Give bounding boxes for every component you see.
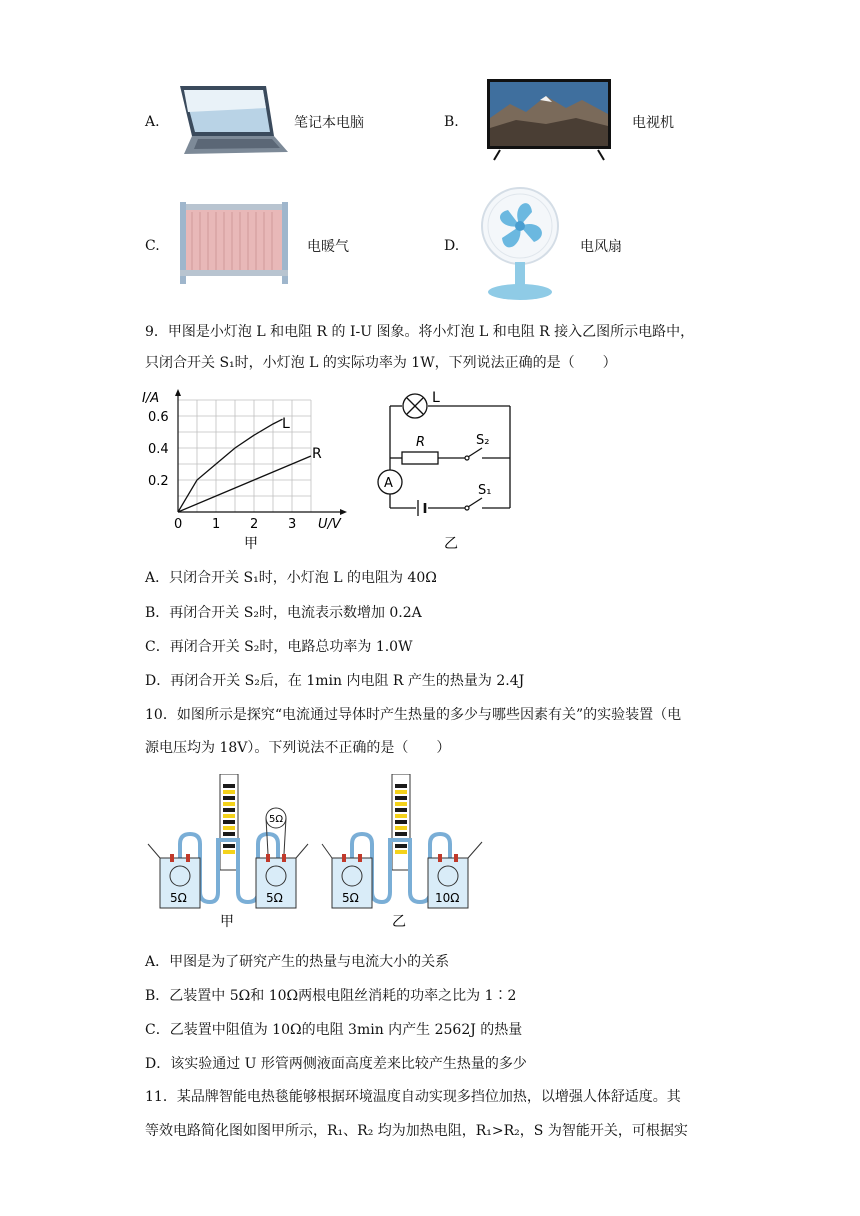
option-d-name: 电风扇 bbox=[580, 239, 622, 255]
resistor-symbol bbox=[402, 452, 438, 464]
y-axis-arrow bbox=[175, 389, 181, 396]
option-b-letter: B. bbox=[444, 114, 459, 130]
x-tick-labels bbox=[174, 517, 296, 532]
curve-R-label: R bbox=[312, 446, 322, 462]
jia-extra-resistor-label: 5Ω bbox=[269, 814, 284, 825]
q10-option-c: C．乙装置中阻值为 10Ω的电阻 3min 内产生 2562J 的热量 bbox=[145, 1022, 523, 1038]
fan-icon bbox=[480, 186, 560, 302]
jia-left-resistor-label: 5Ω bbox=[170, 891, 187, 905]
lamp-label: L bbox=[432, 390, 440, 406]
q9-option-d: D．再闭合开关 S₂后，在 1min 内电阻 R 产生的热量为 2.4J bbox=[145, 673, 525, 689]
q11-stem-line1: 11．某品牌智能电热毯能够根据环境温度自动实现多挡位加热，以增强人体舒适度。其 bbox=[145, 1089, 681, 1105]
laptop-icon bbox=[174, 82, 290, 160]
circuit-caption: 乙 bbox=[444, 536, 458, 552]
y-tick-label: 0.6 bbox=[148, 410, 169, 425]
x-axis-label: U/V bbox=[318, 517, 341, 532]
option-c-name: 电暖气 bbox=[307, 239, 349, 255]
q10-stem-line2: 源电压均为 18V）。下列说法不正确的是（ ） bbox=[145, 740, 451, 756]
apparatus-jia bbox=[148, 774, 308, 930]
iu-grid bbox=[178, 400, 311, 512]
q10-stem-line1: 10．如图所示是探究“电流通过导体时产生热量的多少与哪些因素有关”的实验装置（电 bbox=[145, 707, 682, 723]
x-tick-label: 1 bbox=[212, 517, 221, 532]
graph-caption: 甲 bbox=[244, 536, 258, 552]
tv-icon bbox=[486, 78, 612, 162]
battery-symbol bbox=[418, 500, 425, 516]
y-tick-label: 0.4 bbox=[148, 442, 169, 457]
yi-left-resistor-label: 5Ω bbox=[342, 891, 359, 905]
switch-s2-symbol bbox=[465, 448, 482, 460]
x-axis-arrow bbox=[340, 509, 347, 515]
option-c-letter: C. bbox=[145, 238, 160, 254]
jia-right-resistor-label: 5Ω bbox=[266, 891, 283, 905]
q10-option-b: B．乙装置中 5Ω和 10Ω两根电阻丝消耗的功率之比为 1∶2 bbox=[145, 988, 517, 1004]
apparatus-yi bbox=[322, 774, 482, 930]
q11-stem-line2: 等效电路简化图如图甲所示，R₁、R₂ 均为加热电阻，R₁>R₂，S 为智能开关，可根据实 bbox=[145, 1123, 688, 1139]
resistor-label: R bbox=[416, 435, 426, 450]
q9-stem-line2: 只闭合开关 S₁时，小灯泡 L 的实际功率为 1W，下列说法正确的是（ ） bbox=[145, 355, 617, 371]
heating-experiment-figure bbox=[146, 774, 496, 934]
curve-L-label: L bbox=[282, 416, 290, 432]
iu-graph bbox=[140, 382, 360, 554]
q9-stem-line1: 9．甲图是小灯泡 L 和电阻 R 的 I-U 图象。将小灯泡 L 和电阻 R 接入乙图所示电路中， bbox=[145, 324, 695, 340]
q10-option-d: D．该实验通过 U 形管两侧液面高度差来比较产生热量的多少 bbox=[145, 1056, 527, 1072]
y-tick-label: 0.2 bbox=[148, 474, 169, 489]
ammeter-label: A bbox=[384, 476, 393, 491]
x-tick-label: 0 bbox=[174, 517, 183, 532]
q10-option-a: A．甲图是为了研究产生的热量与电流大小的关系 bbox=[145, 954, 450, 970]
q9-option-a: A．只闭合开关 S₁时，小灯泡 L 的电阻为 40Ω bbox=[145, 570, 437, 586]
option-a-name: 笔记本电脑 bbox=[294, 115, 364, 131]
curve-L bbox=[178, 419, 283, 512]
y-axis-label: I/A bbox=[142, 391, 160, 406]
option-a-letter: A. bbox=[145, 114, 160, 130]
option-d-letter: D. bbox=[444, 238, 460, 254]
heater-icon bbox=[178, 198, 290, 286]
lamp-symbol bbox=[403, 394, 427, 418]
x-tick-label: 3 bbox=[288, 517, 297, 532]
yi-right-resistor-label: 10Ω bbox=[435, 891, 460, 905]
jia-caption: 甲 bbox=[220, 914, 234, 930]
x-tick-label: 2 bbox=[250, 517, 259, 532]
ammeter-symbol bbox=[378, 470, 402, 494]
switch-s1-label: S₁ bbox=[478, 483, 492, 498]
q9-option-c: C．再闭合开关 S₂时，电路总功率为 1.0W bbox=[145, 639, 413, 655]
y-tick-labels bbox=[148, 410, 169, 489]
yi-caption: 乙 bbox=[392, 914, 406, 930]
option-b-name: 电视机 bbox=[632, 115, 674, 131]
circuit-diagram bbox=[370, 388, 520, 554]
switch-s1-symbol bbox=[465, 498, 482, 510]
q9-option-b: B．再闭合开关 S₂时，电流表示数增加 0.2A bbox=[145, 605, 422, 621]
switch-s2-label: S₂ bbox=[476, 433, 490, 448]
